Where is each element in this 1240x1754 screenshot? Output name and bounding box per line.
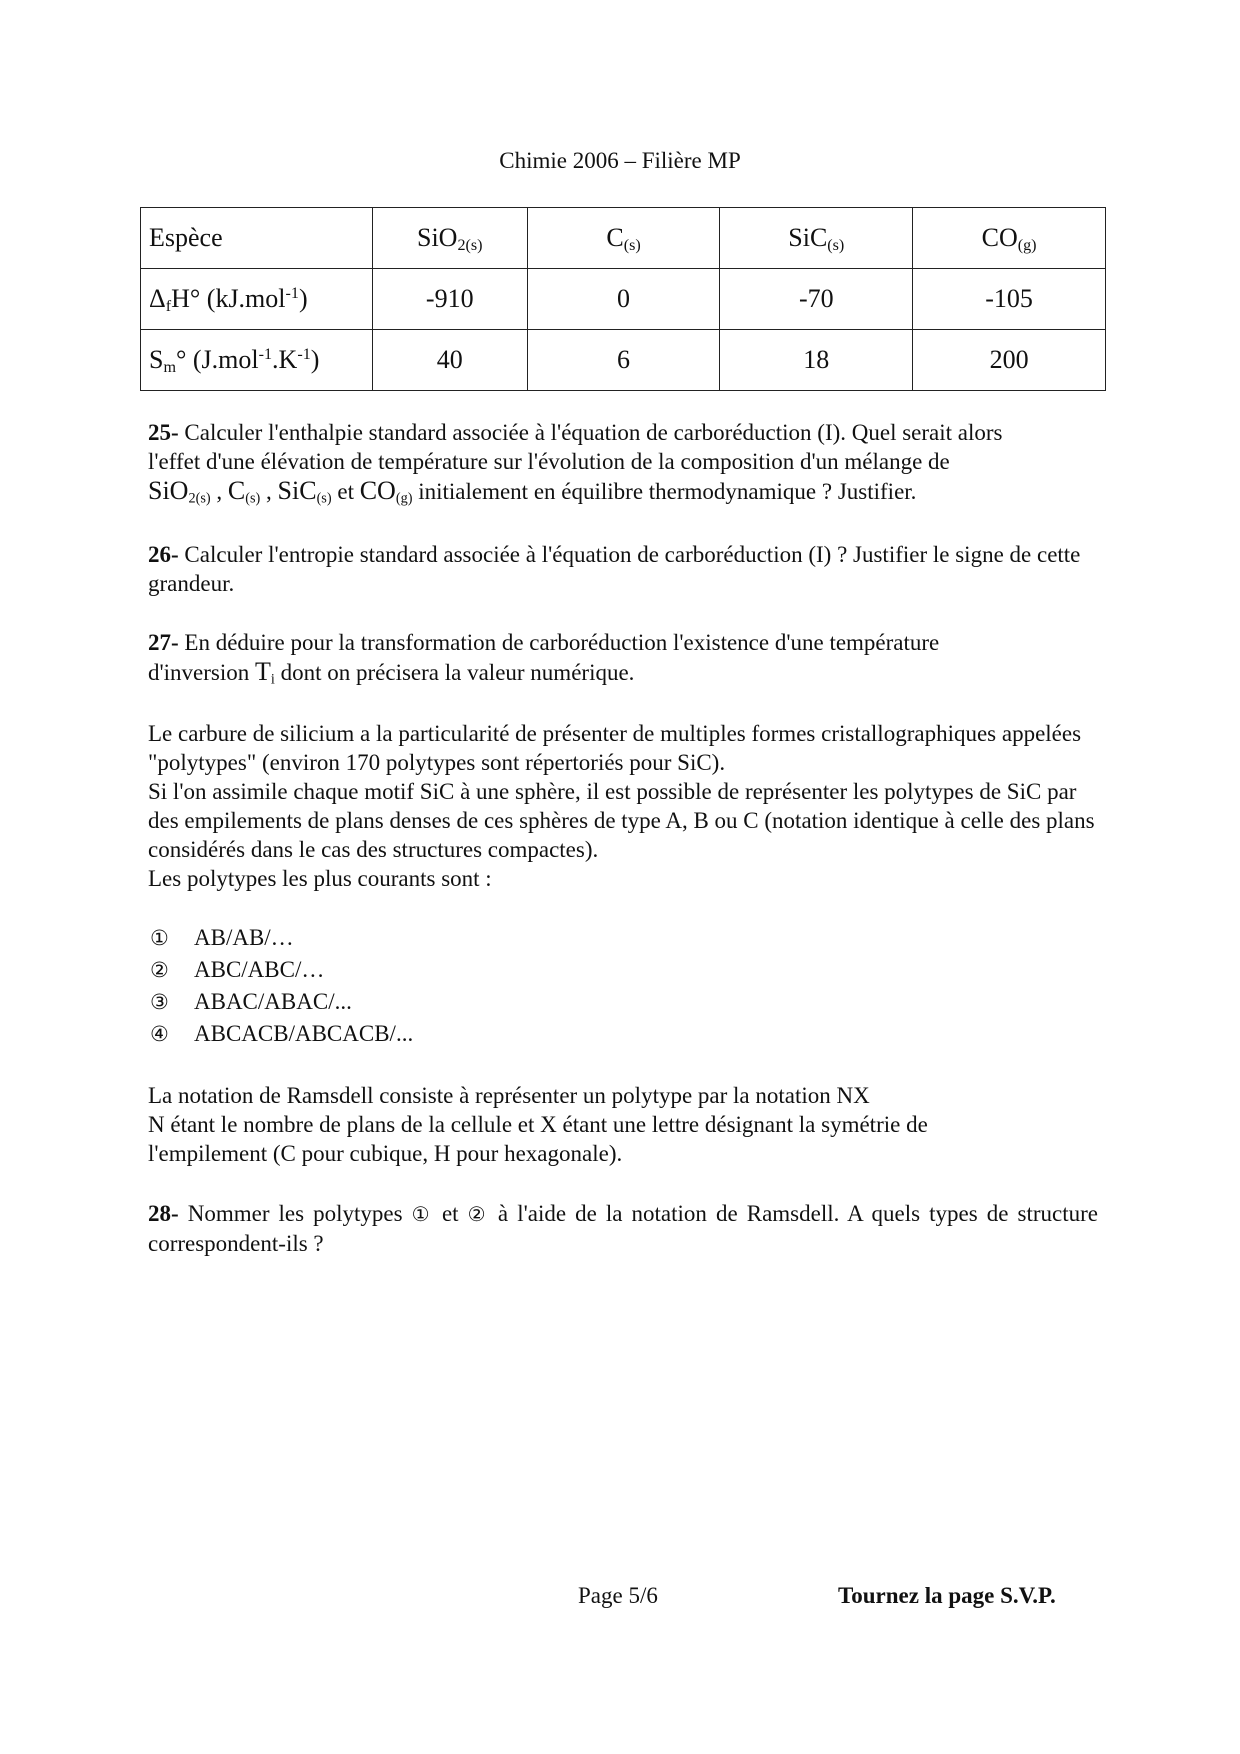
page-header: Chimie 2006 – Filière MP — [499, 148, 741, 173]
table-row — [141, 208, 1106, 269]
circled-one-icon: ① — [150, 926, 169, 950]
table-header-cell: SiC$_{(s)}$ — [720, 208, 913, 269]
table-header-cell: Espèce — [141, 208, 373, 269]
table-cell: -70 — [720, 269, 913, 330]
table-cell: -910 — [372, 269, 527, 330]
table-cell: 18 — [720, 330, 913, 391]
list-item: ③ ABAC/ABAC/... — [150, 986, 750, 1018]
ramsdell-notation: La notation de Ramsdell consiste à représenter un polytype par la notation NX N étant le nombre de plans de la cellule et X étant une lettre désignant la symétrie de l'empilement (C pour cubique, H pour hexagonale). — [148, 1083, 928, 1166]
list-item: ① AB/AB/… — [150, 922, 750, 954]
table-header-cell: SiO$_{2(s)}$ — [372, 208, 527, 269]
table-header-cell: $CO_{(g)}$ — [913, 208, 1106, 269]
page-number: Page 5/6 — [578, 1583, 658, 1608]
question-28: 28- Nommer les polytypes ① et ② à l'aide de la notation de Ramsdell. A quels types de structure correspondent-ils ? — [148, 1201, 1098, 1256]
turn-page-note: Tournez la page S.V.P. — [838, 1583, 1056, 1608]
row-label-entropy: $S_m^\circ$ $(J.mol^{-1}.K^{-1})$ — [141, 330, 373, 391]
table-cell: 6 — [527, 330, 720, 391]
circled-one-icon: ① — [411, 1202, 433, 1226]
circled-two-icon: ② — [467, 1202, 489, 1226]
list-item: ④ ABCACB/ABCACB/... — [150, 1018, 750, 1050]
question-number: 27- — [148, 630, 179, 655]
table-row — [141, 330, 1106, 391]
table-cell: 0 — [527, 269, 720, 330]
circled-four-icon: ④ — [150, 1022, 169, 1046]
thermo-data-table — [140, 207, 1106, 391]
question-27: 27- En déduire pour la transformation de carboréduction l'existence d'une température d'inversion $T_i$ dont on précisera la valeur numérique. — [148, 630, 940, 688]
table-header-cell: $C_{(s)}$ — [527, 208, 720, 269]
table-cell: 200 — [913, 330, 1106, 391]
circled-two-icon: ② — [150, 958, 169, 982]
question-number: 26- — [148, 542, 179, 567]
list-item: ② ABC/ABC/… — [150, 954, 750, 986]
intro-polytypes — [148, 719, 1098, 893]
table-cell: 40 — [372, 330, 527, 391]
table-cell: -105 — [913, 269, 1106, 330]
intro-paragraph: Si l'on assimile chaque motif SiC à une sphère, il est possible de représenter les polytypes de SiC par des empilements de plans denses de ces sphères de type A, B ou C (notation identique à celle des plans considérés dans le cas des structures compactes). — [148, 779, 1095, 862]
circled-three-icon: ③ — [150, 990, 169, 1014]
question-number: 28- — [148, 1201, 179, 1226]
question-25: 25- Calculer l'enthalpie standard associée à l'équation de carboréduction (I). Quel serait alors l'effet d'une élévation de température sur l'évolution de la composition d'un mélange de SiO$_{2(s)}$ , $C_{(s)}$ , SiC$_{(s)}$ et $CO_{(g)}$ initialement en équilibre thermodynamique ? Justifier. — [148, 420, 1003, 507]
intro-paragraph: Les polytypes les plus courants sont : — [148, 866, 492, 891]
polytype-list — [150, 922, 750, 1050]
table-row — [141, 269, 1106, 330]
question-number: 25- — [148, 420, 179, 445]
row-label-enthalpy: $\Delta_fH^\circ$ (kJ.mol$^{-1}$) — [141, 269, 373, 330]
question-26: 26- Calculer l'entropie standard associée à l'équation de carboréduction (I) ? Justifier le signe de cette grandeur. — [148, 542, 1081, 596]
intro-paragraph: Le carbure de silicium a la particularité de présenter de multiples formes cristallographiques appelées "polytypes" (environ 170 polytypes sont répertoriés pour SiC). — [148, 721, 1082, 775]
